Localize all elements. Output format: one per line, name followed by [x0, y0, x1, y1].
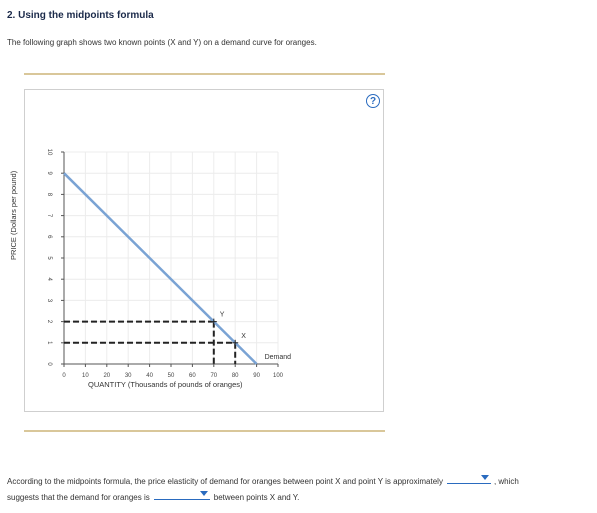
- question-text-1: According to the midpoints formula, the price elasticity of demand for oranges between point X and point Y is approximately: [7, 477, 443, 486]
- x-tick-label: 30: [124, 373, 132, 379]
- question-text-1b: , which: [493, 477, 519, 486]
- y-tick-label: 8: [46, 192, 52, 197]
- x-tick-label: 100: [272, 373, 284, 379]
- y-tick-label: 4: [46, 277, 52, 281]
- x-axis-label: QUANTITY (Thousands of pounds of oranges): [88, 380, 243, 389]
- demand-type-dropdown[interactable]: [154, 489, 210, 500]
- intro-text: The following graph shows two known points (X and Y) on a demand curve for oranges.: [7, 38, 317, 47]
- y-tick-label: 5: [46, 256, 52, 260]
- tick-labels: [46, 149, 284, 379]
- y-tick-label: 0: [46, 362, 52, 366]
- demand-curve: [64, 173, 257, 364]
- question-line-1: [7, 473, 519, 486]
- y-axis-label: PRICE (Dollars per pound): [9, 170, 18, 260]
- y-tick-label: 9: [46, 171, 52, 175]
- chevron-down-icon: [481, 475, 489, 480]
- question-title: 2. Using the midpoints formula: [7, 10, 154, 21]
- chevron-down-icon: [200, 491, 208, 496]
- elasticity-dropdown[interactable]: [447, 473, 491, 484]
- help-icon[interactable]: ?: [366, 94, 380, 108]
- x-tick-label: 70: [210, 373, 218, 379]
- x-tick-label: 20: [103, 373, 111, 379]
- x-tick-label: 0: [62, 373, 66, 379]
- y-tick-label: 2: [46, 319, 52, 324]
- point-y-label: Y: [219, 311, 225, 319]
- x-tick-label: 50: [167, 373, 175, 379]
- demand-label: Demand: [264, 354, 292, 361]
- bottom-divider: [24, 430, 385, 432]
- question-line-2: [7, 489, 299, 502]
- point-x-label: X: [241, 332, 246, 340]
- question-text-2b: between points X and Y.: [213, 493, 300, 502]
- y-tick-label: 6: [46, 235, 52, 239]
- y-tick-label: 1: [46, 341, 52, 345]
- x-tick-label: 40: [146, 373, 153, 379]
- x-tick-label: 60: [189, 373, 196, 379]
- y-tick-label: 10: [46, 148, 52, 156]
- grid: [64, 152, 278, 364]
- y-tick-label: 7: [46, 213, 52, 218]
- x-tick-label: 10: [82, 373, 89, 379]
- y-tick-label: 3: [46, 298, 52, 303]
- x-tick-label: 80: [231, 373, 239, 379]
- question-text-2: suggests that the demand for oranges is: [7, 493, 150, 502]
- points-group: [211, 312, 246, 346]
- x-tick-label: 90: [253, 373, 260, 379]
